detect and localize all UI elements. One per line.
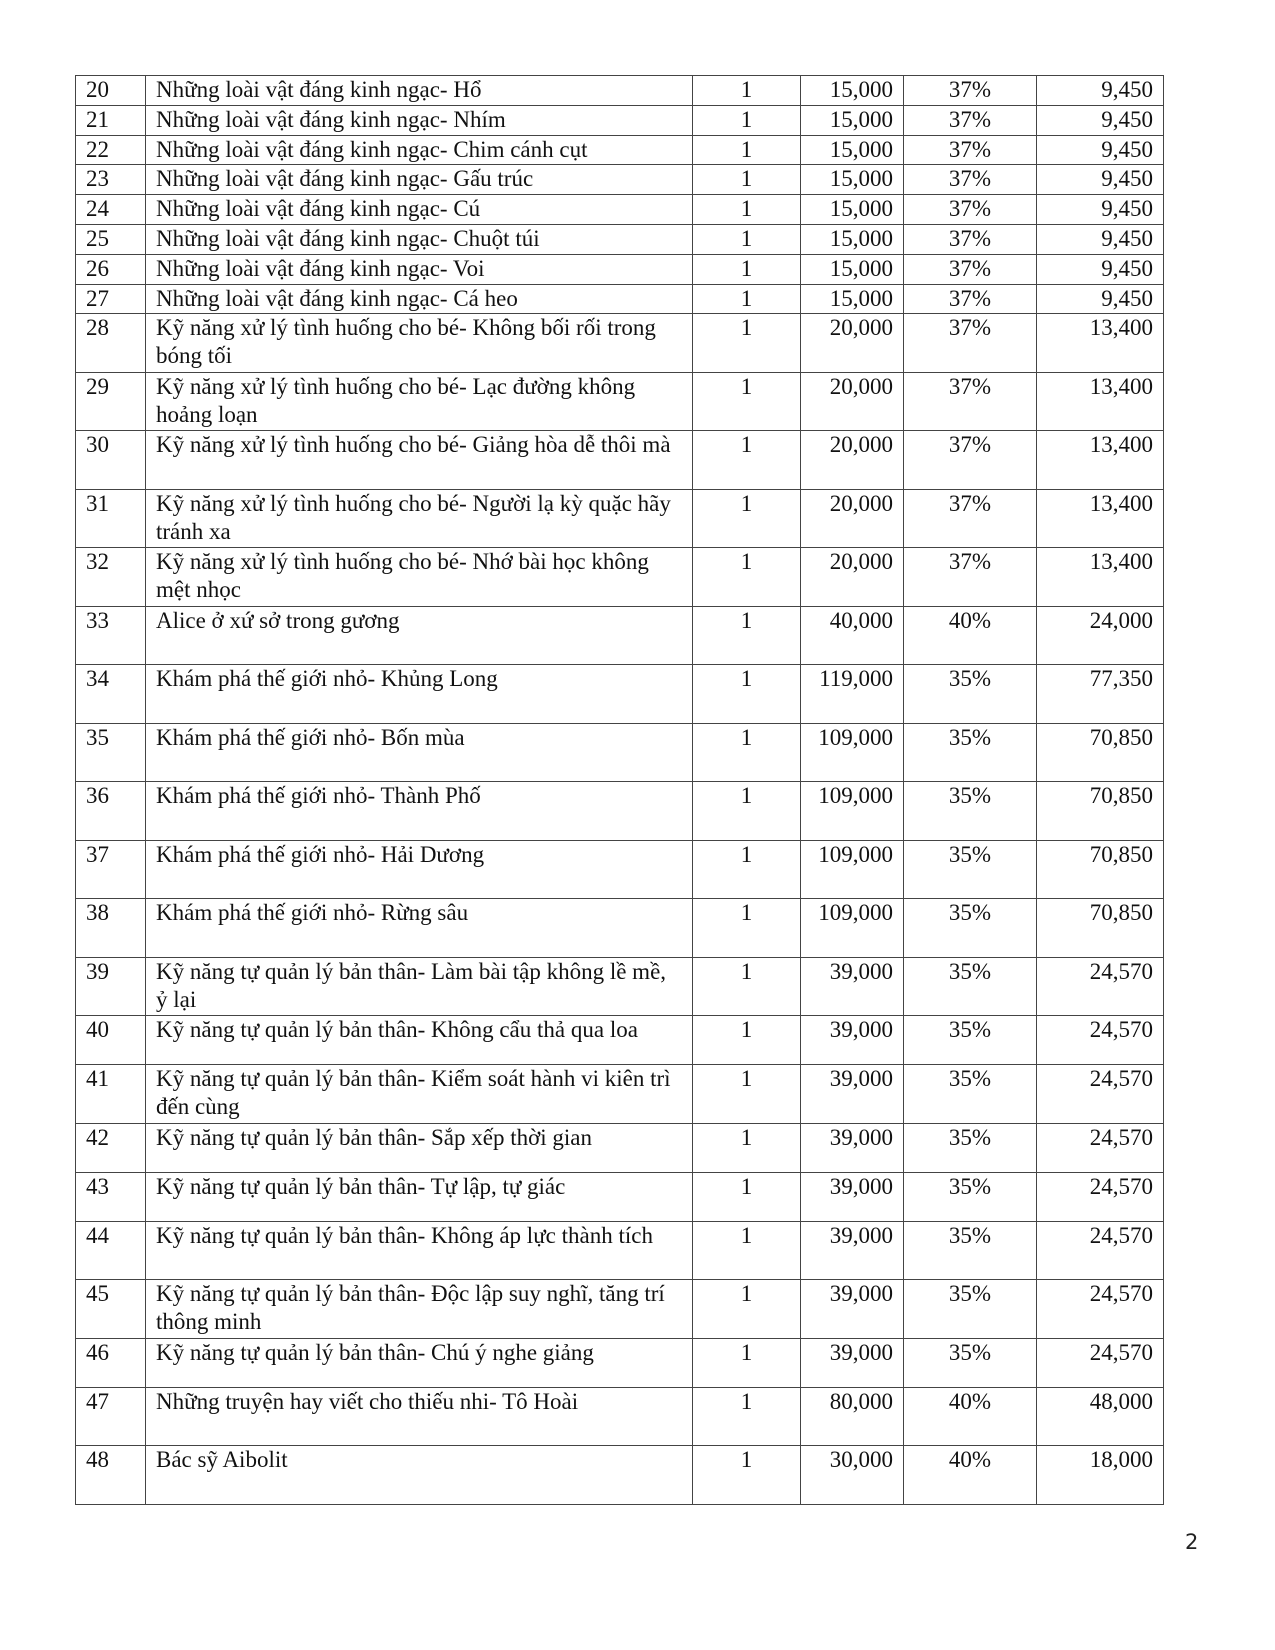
item-quantity: 1 [693, 606, 801, 665]
item-discount: 37% [904, 489, 1037, 548]
table-row [76, 372, 1164, 431]
item-number: 42 [76, 1123, 146, 1172]
item-discount: 37% [904, 105, 1037, 135]
item-net-price: 24,570 [1037, 1016, 1164, 1065]
item-price: 109,000 [801, 782, 904, 841]
item-discount: 37% [904, 314, 1037, 373]
item-discount: 37% [904, 254, 1037, 284]
item-name: Bác sỹ Aibolit [146, 1446, 693, 1505]
table-row [76, 957, 1164, 1016]
item-quantity: 1 [693, 665, 801, 724]
item-name: Kỹ năng tự quản lý bản thân- Không áp lực thành tích [146, 1221, 693, 1280]
item-net-price: 24,570 [1037, 957, 1164, 1016]
item-number: 34 [76, 665, 146, 724]
item-discount: 37% [904, 195, 1037, 225]
item-name: Kỹ năng tự quản lý bản thân- Kiểm soát hành vi kiên trì đến cùng [146, 1065, 693, 1124]
item-discount: 37% [904, 76, 1037, 106]
item-name: Kỹ năng tự quản lý bản thân- Làm bài tập không lề mề, ỷ lại [146, 957, 693, 1016]
item-name: Khám phá thế giới nhỏ- Thành Phố [146, 782, 693, 841]
item-discount: 40% [904, 1387, 1037, 1446]
table-row [76, 105, 1164, 135]
item-discount: 37% [904, 135, 1037, 165]
item-name: Kỹ năng tự quản lý bản thân- Tự lập, tự giác [146, 1172, 693, 1221]
table-row [76, 1065, 1164, 1124]
item-number: 44 [76, 1221, 146, 1280]
item-quantity: 1 [693, 1387, 801, 1446]
table-row [76, 1387, 1164, 1446]
item-discount: 35% [904, 899, 1037, 958]
item-name: Kỹ năng tự quản lý bản thân- Sắp xếp thời gian [146, 1123, 693, 1172]
item-discount: 37% [904, 372, 1037, 431]
item-net-price: 13,400 [1037, 489, 1164, 548]
item-name: Khám phá thế giới nhỏ- Khủng Long [146, 665, 693, 724]
item-net-price: 24,570 [1037, 1338, 1164, 1387]
item-name: Kỹ năng xử lý tình huống cho bé- Nhớ bài học không mệt nhọc [146, 548, 693, 607]
item-net-price: 9,450 [1037, 254, 1164, 284]
table-row [76, 165, 1164, 195]
item-number: 28 [76, 314, 146, 373]
item-quantity: 1 [693, 899, 801, 958]
item-quantity: 1 [693, 135, 801, 165]
item-name: Alice ở xứ sở trong gương [146, 606, 693, 665]
table-row [76, 1172, 1164, 1221]
item-price: 15,000 [801, 105, 904, 135]
item-number: 27 [76, 284, 146, 314]
table-row [76, 1221, 1164, 1280]
item-name: Kỹ năng tự quản lý bản thân- Chú ý nghe giảng [146, 1338, 693, 1387]
table-row [76, 195, 1164, 225]
table-row [76, 314, 1164, 373]
item-net-price: 13,400 [1037, 314, 1164, 373]
item-discount: 35% [904, 665, 1037, 724]
item-price: 15,000 [801, 224, 904, 254]
item-name: Khám phá thế giới nhỏ- Rừng sâu [146, 899, 693, 958]
item-discount: 37% [904, 224, 1037, 254]
item-quantity: 1 [693, 224, 801, 254]
table-row [76, 782, 1164, 841]
item-discount: 35% [904, 1123, 1037, 1172]
item-quantity: 1 [693, 284, 801, 314]
item-net-price: 9,450 [1037, 224, 1164, 254]
item-discount: 35% [904, 1172, 1037, 1221]
item-number: 21 [76, 105, 146, 135]
item-quantity: 1 [693, 431, 801, 490]
table-row [76, 1123, 1164, 1172]
item-discount: 35% [904, 1338, 1037, 1387]
item-name: Khám phá thế giới nhỏ- Hải Dương [146, 840, 693, 899]
item-quantity: 1 [693, 254, 801, 284]
item-price: 20,000 [801, 489, 904, 548]
item-discount: 35% [904, 957, 1037, 1016]
item-net-price: 13,400 [1037, 372, 1164, 431]
item-number: 35 [76, 723, 146, 782]
item-number: 20 [76, 76, 146, 106]
item-net-price: 9,450 [1037, 284, 1164, 314]
item-net-price: 13,400 [1037, 431, 1164, 490]
item-name: Những loài vật đáng kinh ngạc- Nhím [146, 105, 693, 135]
table-row [76, 284, 1164, 314]
item-number: 22 [76, 135, 146, 165]
item-quantity: 1 [693, 314, 801, 373]
table-row [76, 431, 1164, 490]
item-quantity: 1 [693, 1065, 801, 1124]
item-name: Kỹ năng tự quản lý bản thân- Độc lập suy nghĩ, tăng trí thông minh [146, 1280, 693, 1339]
table-row [76, 1446, 1164, 1505]
item-number: 23 [76, 165, 146, 195]
item-quantity: 1 [693, 1123, 801, 1172]
item-discount: 35% [904, 723, 1037, 782]
item-number: 29 [76, 372, 146, 431]
item-name: Kỹ năng tự quản lý bản thân- Không cẩu thả qua loa [146, 1016, 693, 1065]
item-net-price: 24,570 [1037, 1280, 1164, 1339]
item-number: 38 [76, 899, 146, 958]
item-net-price: 13,400 [1037, 548, 1164, 607]
item-net-price: 24,000 [1037, 606, 1164, 665]
item-number: 32 [76, 548, 146, 607]
item-discount: 40% [904, 606, 1037, 665]
table-row [76, 899, 1164, 958]
item-name: Những loài vật đáng kinh ngạc- Chim cánh cụt [146, 135, 693, 165]
table-row [76, 489, 1164, 548]
item-name: Những loài vật đáng kinh ngạc- Gấu trúc [146, 165, 693, 195]
item-number: 31 [76, 489, 146, 548]
table-row [76, 135, 1164, 165]
item-net-price: 24,570 [1037, 1065, 1164, 1124]
item-discount: 35% [904, 1221, 1037, 1280]
item-price: 15,000 [801, 135, 904, 165]
item-discount: 35% [904, 1280, 1037, 1339]
item-quantity: 1 [693, 372, 801, 431]
item-net-price: 18,000 [1037, 1446, 1164, 1505]
item-number: 43 [76, 1172, 146, 1221]
item-number: 41 [76, 1065, 146, 1124]
item-quantity: 1 [693, 1446, 801, 1505]
item-price: 15,000 [801, 254, 904, 284]
item-net-price: 77,350 [1037, 665, 1164, 724]
item-price: 20,000 [801, 548, 904, 607]
item-discount: 37% [904, 165, 1037, 195]
item-discount: 35% [904, 840, 1037, 899]
item-quantity: 1 [693, 957, 801, 1016]
item-number: 39 [76, 957, 146, 1016]
item-net-price: 70,850 [1037, 899, 1164, 958]
item-net-price: 24,570 [1037, 1172, 1164, 1221]
item-number: 25 [76, 224, 146, 254]
item-price: 39,000 [801, 1123, 904, 1172]
item-number: 48 [76, 1446, 146, 1505]
table-row [76, 1016, 1164, 1065]
item-number: 24 [76, 195, 146, 225]
item-number: 30 [76, 431, 146, 490]
item-discount: 35% [904, 1065, 1037, 1124]
item-quantity: 1 [693, 840, 801, 899]
item-net-price: 9,450 [1037, 76, 1164, 106]
table-row [76, 840, 1164, 899]
item-price: 15,000 [801, 284, 904, 314]
table-row [76, 224, 1164, 254]
item-price: 39,000 [801, 1280, 904, 1339]
table-row [76, 548, 1164, 607]
item-net-price: 24,570 [1037, 1123, 1164, 1172]
item-quantity: 1 [693, 723, 801, 782]
item-name: Khám phá thế giới nhỏ- Bốn mùa [146, 723, 693, 782]
item-discount: 40% [904, 1446, 1037, 1505]
item-price: 119,000 [801, 665, 904, 724]
item-number: 47 [76, 1387, 146, 1446]
item-quantity: 1 [693, 1338, 801, 1387]
item-net-price: 9,450 [1037, 105, 1164, 135]
item-discount: 37% [904, 431, 1037, 490]
item-name: Kỹ năng xử lý tình huống cho bé- Giảng hòa dễ thôi mà [146, 431, 693, 490]
item-price: 30,000 [801, 1446, 904, 1505]
item-net-price: 70,850 [1037, 723, 1164, 782]
item-number: 26 [76, 254, 146, 284]
item-discount: 37% [904, 284, 1037, 314]
item-price: 15,000 [801, 165, 904, 195]
item-name: Kỹ năng xử lý tình huống cho bé- Không bối rối trong bóng tối [146, 314, 693, 373]
item-number: 33 [76, 606, 146, 665]
item-price: 109,000 [801, 840, 904, 899]
item-quantity: 1 [693, 1016, 801, 1065]
item-name: Những loài vật đáng kinh ngạc- Cá heo [146, 284, 693, 314]
item-number: 36 [76, 782, 146, 841]
item-discount: 37% [904, 548, 1037, 607]
item-quantity: 1 [693, 76, 801, 106]
item-net-price: 70,850 [1037, 840, 1164, 899]
item-number: 40 [76, 1016, 146, 1065]
item-quantity: 1 [693, 782, 801, 841]
item-price: 109,000 [801, 723, 904, 782]
item-quantity: 1 [693, 1221, 801, 1280]
item-name: Kỹ năng xử lý tình huống cho bé- Lạc đường không hoảng loạn [146, 372, 693, 431]
table-row [76, 665, 1164, 724]
item-discount: 35% [904, 782, 1037, 841]
item-quantity: 1 [693, 165, 801, 195]
item-net-price: 48,000 [1037, 1387, 1164, 1446]
item-net-price: 9,450 [1037, 195, 1164, 225]
item-quantity: 1 [693, 195, 801, 225]
table-row [76, 723, 1164, 782]
item-name: Những loài vật đáng kinh ngạc- Cú [146, 195, 693, 225]
item-price: 20,000 [801, 372, 904, 431]
item-price: 39,000 [801, 1172, 904, 1221]
item-quantity: 1 [693, 548, 801, 607]
table-row [76, 1338, 1164, 1387]
table-body [76, 76, 1164, 1505]
item-price: 15,000 [801, 195, 904, 225]
item-price: 39,000 [801, 1016, 904, 1065]
page-number: 2 [1185, 1530, 1199, 1554]
book-price-table [75, 75, 1164, 1505]
item-number: 46 [76, 1338, 146, 1387]
item-price: 15,000 [801, 76, 904, 106]
item-name: Những loài vật đáng kinh ngạc- Voi [146, 254, 693, 284]
item-price: 20,000 [801, 314, 904, 373]
item-quantity: 1 [693, 1280, 801, 1339]
table-row [76, 76, 1164, 106]
item-price: 20,000 [801, 431, 904, 490]
item-quantity: 1 [693, 1172, 801, 1221]
item-number: 45 [76, 1280, 146, 1339]
table-row [76, 606, 1164, 665]
item-net-price: 70,850 [1037, 782, 1164, 841]
item-quantity: 1 [693, 489, 801, 548]
item-number: 37 [76, 840, 146, 899]
item-price: 39,000 [801, 1221, 904, 1280]
item-net-price: 24,570 [1037, 1221, 1164, 1280]
item-price: 39,000 [801, 1065, 904, 1124]
table-row [76, 254, 1164, 284]
item-net-price: 9,450 [1037, 165, 1164, 195]
item-price: 39,000 [801, 957, 904, 1016]
item-name: Những loài vật đáng kinh ngạc- Chuột túi [146, 224, 693, 254]
item-quantity: 1 [693, 105, 801, 135]
item-price: 39,000 [801, 1338, 904, 1387]
item-name: Kỹ năng xử lý tình huống cho bé- Người lạ kỳ quặc hãy tránh xa [146, 489, 693, 548]
item-net-price: 9,450 [1037, 135, 1164, 165]
item-price: 109,000 [801, 899, 904, 958]
table-row [76, 1280, 1164, 1339]
item-discount: 35% [904, 1016, 1037, 1065]
item-price: 80,000 [801, 1387, 904, 1446]
item-price: 40,000 [801, 606, 904, 665]
item-name: Những loài vật đáng kinh ngạc- Hổ [146, 76, 693, 106]
item-name: Những truyện hay viết cho thiếu nhi- Tô Hoài [146, 1387, 693, 1446]
